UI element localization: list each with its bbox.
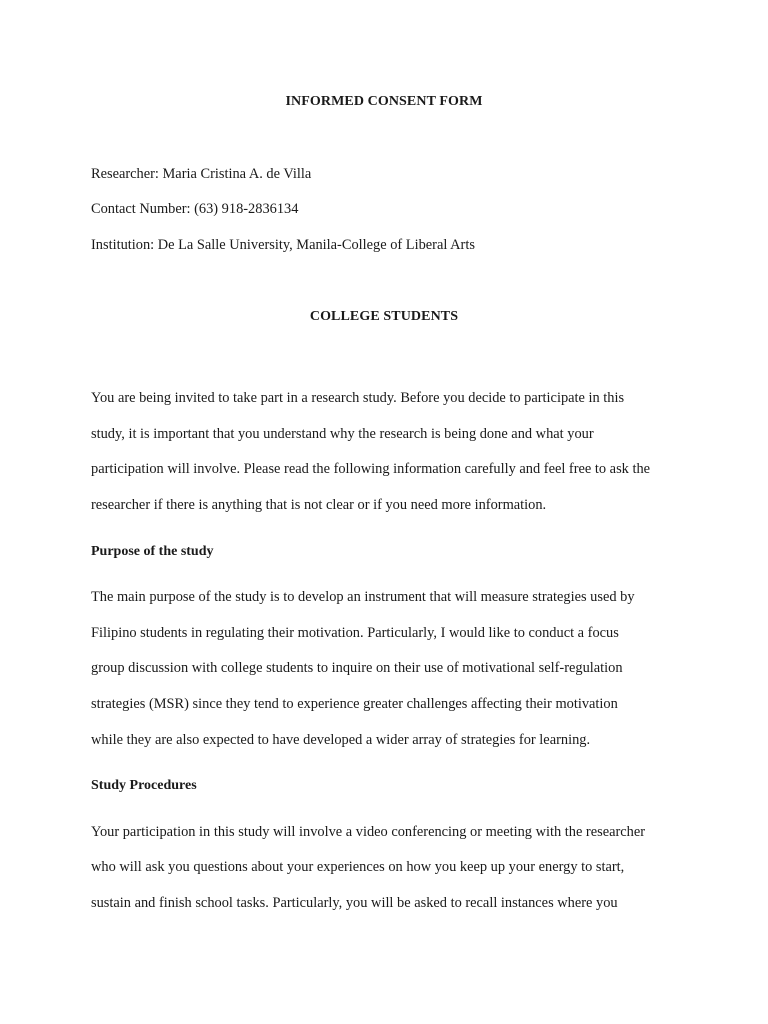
study-procedures-heading: Study Procedures (91, 778, 197, 793)
procedures-paragraph-line: Your participation in this study will involve a video conferencing or meeting with the researcher (91, 824, 646, 840)
researcher-line: Researcher: Maria Cristina A. de Villa (91, 166, 312, 182)
purpose-heading: Purpose of the study (91, 544, 214, 559)
purpose-paragraph-line: strategies (MSR) since they tend to experience greater challenges affecting their motivation (91, 696, 618, 712)
contact-number-line: Contact Number: (63) 918-2836134 (91, 201, 299, 217)
purpose-paragraph-line: The main purpose of the study is to develop an instrument that will measure strategies used by (91, 589, 635, 605)
purpose-paragraph-line: Filipino students in regulating their motivation. Particularly, I would like to conduct a focus (91, 625, 619, 641)
intro-paragraph-line: study, it is important that you understand why the research is being done and what your (91, 426, 594, 442)
intro-paragraph-line: participation will involve. Please read the following information carefully and feel free to ask the (91, 461, 651, 477)
procedures-paragraph-line: sustain and finish school tasks. Particularly, you will be asked to recall instances where you (91, 895, 618, 911)
intro-paragraph-line: You are being invited to take part in a research study. Before you decide to participate in this (91, 390, 625, 406)
intro-paragraph-line: researcher if there is anything that is not clear or if you need more information. (91, 497, 547, 513)
purpose-paragraph-line: group discussion with college students to inquire on their use of motivational self-regulation (91, 660, 623, 676)
section-title-college-students: COLLEGE STUDENTS (309, 309, 459, 324)
institution-line: Institution: De La Salle University, Manila-College of Liberal Arts (91, 237, 475, 253)
procedures-paragraph-line: who will ask you questions about your experiences on how you keep up your energy to start, (91, 859, 625, 875)
purpose-paragraph-line: while they are also expected to have developed a wider array of strategies for learning. (91, 732, 591, 748)
document-title: INFORMED CONSENT FORM (285, 94, 483, 109)
